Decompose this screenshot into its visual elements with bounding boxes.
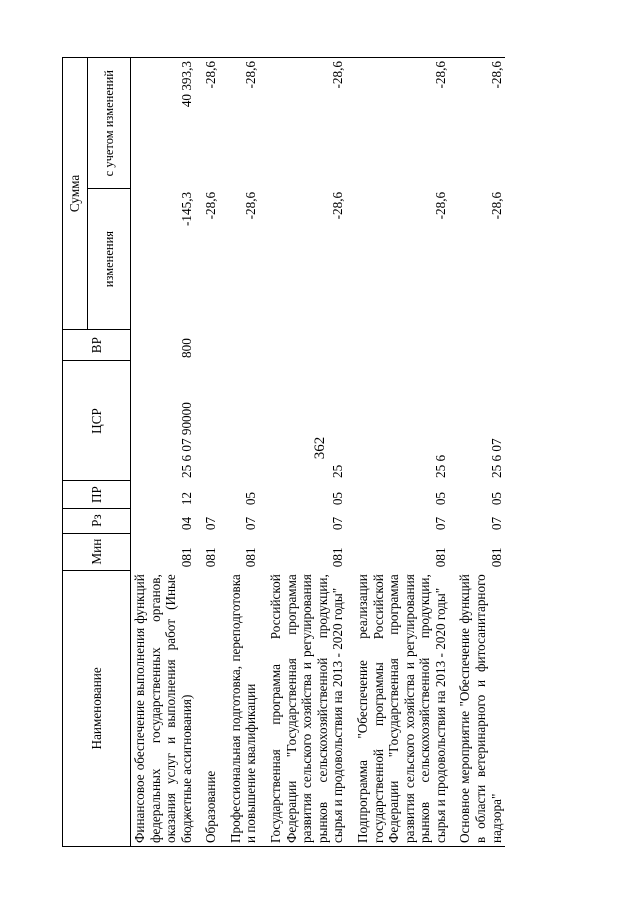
row-with-changes: -28,6 xyxy=(220,58,260,189)
row-min: 081 xyxy=(432,547,448,568)
row-vr xyxy=(220,329,260,361)
row-min: 081 xyxy=(243,547,259,568)
header-changes: изменения xyxy=(88,189,131,329)
row-name: Государственная программа Российской Федерации "Государственная программа развития сельского хозяйства и регулирования рынков сельскохозяйственной продукции, сырья и продовольствия на 2013 - 2020 годы" xyxy=(260,570,347,846)
header-with-changes: с учетом изменений xyxy=(88,58,131,189)
row-changes: -28,6 xyxy=(432,191,448,220)
row-with-changes: -28,6 xyxy=(449,58,505,189)
row-with-changes: -28,6 xyxy=(347,58,449,189)
row-vr xyxy=(347,329,449,361)
row-changes: -28,6 xyxy=(330,191,346,220)
row-changes: -28,6 xyxy=(203,191,219,220)
table-row xyxy=(195,58,220,847)
row-changes: -28,6 xyxy=(488,191,504,220)
row-rz: 07 xyxy=(330,516,346,531)
header-rz: Рз xyxy=(63,508,131,533)
row-min: 081 xyxy=(330,547,346,568)
row-pr: 05 xyxy=(243,491,259,506)
table-row xyxy=(131,58,196,847)
row-csr: 25 xyxy=(330,464,346,478)
row-min: 081 xyxy=(178,547,194,568)
row-pr: 05 xyxy=(330,491,346,506)
row-name: Подпрограмма "Обеспечение реализации государственной программы Российской Федерации "Государственная программа развития сельского хозяйства и регулирования рынков сельскохозяйственной продукции, сырья и продовольствия на 2013 - 2020 годы" xyxy=(347,570,449,846)
table-row xyxy=(347,58,449,847)
row-vr xyxy=(449,329,505,361)
header-csr: ЦСР xyxy=(63,361,131,481)
row-name: Основное мероприятие "Обеспечение функций в области ветеринарного и фитосанитарного надзора" xyxy=(449,570,505,846)
row-min: 081 xyxy=(203,547,219,568)
row-min: 081 xyxy=(488,547,504,568)
row-with-changes: -28,6 xyxy=(260,58,347,189)
row-rz: 04 xyxy=(178,516,194,531)
header-min: Мин xyxy=(63,533,131,570)
row-csr xyxy=(220,361,260,481)
header-vr: ВР xyxy=(63,329,131,361)
row-csr: 25 6 07 xyxy=(488,438,504,478)
budget-table xyxy=(62,57,505,847)
budget-table-wrap xyxy=(62,57,505,847)
row-csr xyxy=(195,361,220,481)
row-csr: 25 6 07 90000 xyxy=(178,402,194,478)
row-pr xyxy=(195,481,220,508)
row-vr: 800 xyxy=(178,338,194,358)
header-sum: Сумма xyxy=(63,58,88,330)
row-rz: 07 xyxy=(432,516,448,531)
row-rz: 07 xyxy=(203,516,219,531)
row-vr xyxy=(260,329,347,361)
row-with-changes: -28,6 xyxy=(195,58,220,189)
row-name: Финансовое обеспечение выполнения функций федеральных государственных органов, оказания услуг и выполнения работ (Иные бюджетные ассигнования) xyxy=(131,570,196,846)
row-csr: 25 6 xyxy=(432,454,448,478)
row-rz: 07 xyxy=(488,516,504,531)
row-name: Профессиональная подготовка, переподготовка и повышение квалификации xyxy=(220,570,260,846)
table-row xyxy=(260,58,347,847)
header-name: Наименование xyxy=(63,570,131,846)
row-pr: 05 xyxy=(488,491,504,506)
table-row xyxy=(449,58,505,847)
row-rz: 07 xyxy=(243,516,259,531)
table-header xyxy=(63,58,131,847)
header-pr: ПР xyxy=(63,481,131,508)
row-changes: -28,6 xyxy=(243,191,259,220)
page-number: 362 xyxy=(312,436,328,460)
table-row xyxy=(220,58,260,847)
row-name: Образование xyxy=(195,570,220,846)
row-vr xyxy=(195,329,220,361)
row-changes: -145,3 xyxy=(178,191,194,226)
row-pr: 12 xyxy=(178,491,194,506)
row-with-changes: 40 393,3 xyxy=(131,58,196,189)
row-pr: 05 xyxy=(432,491,448,506)
